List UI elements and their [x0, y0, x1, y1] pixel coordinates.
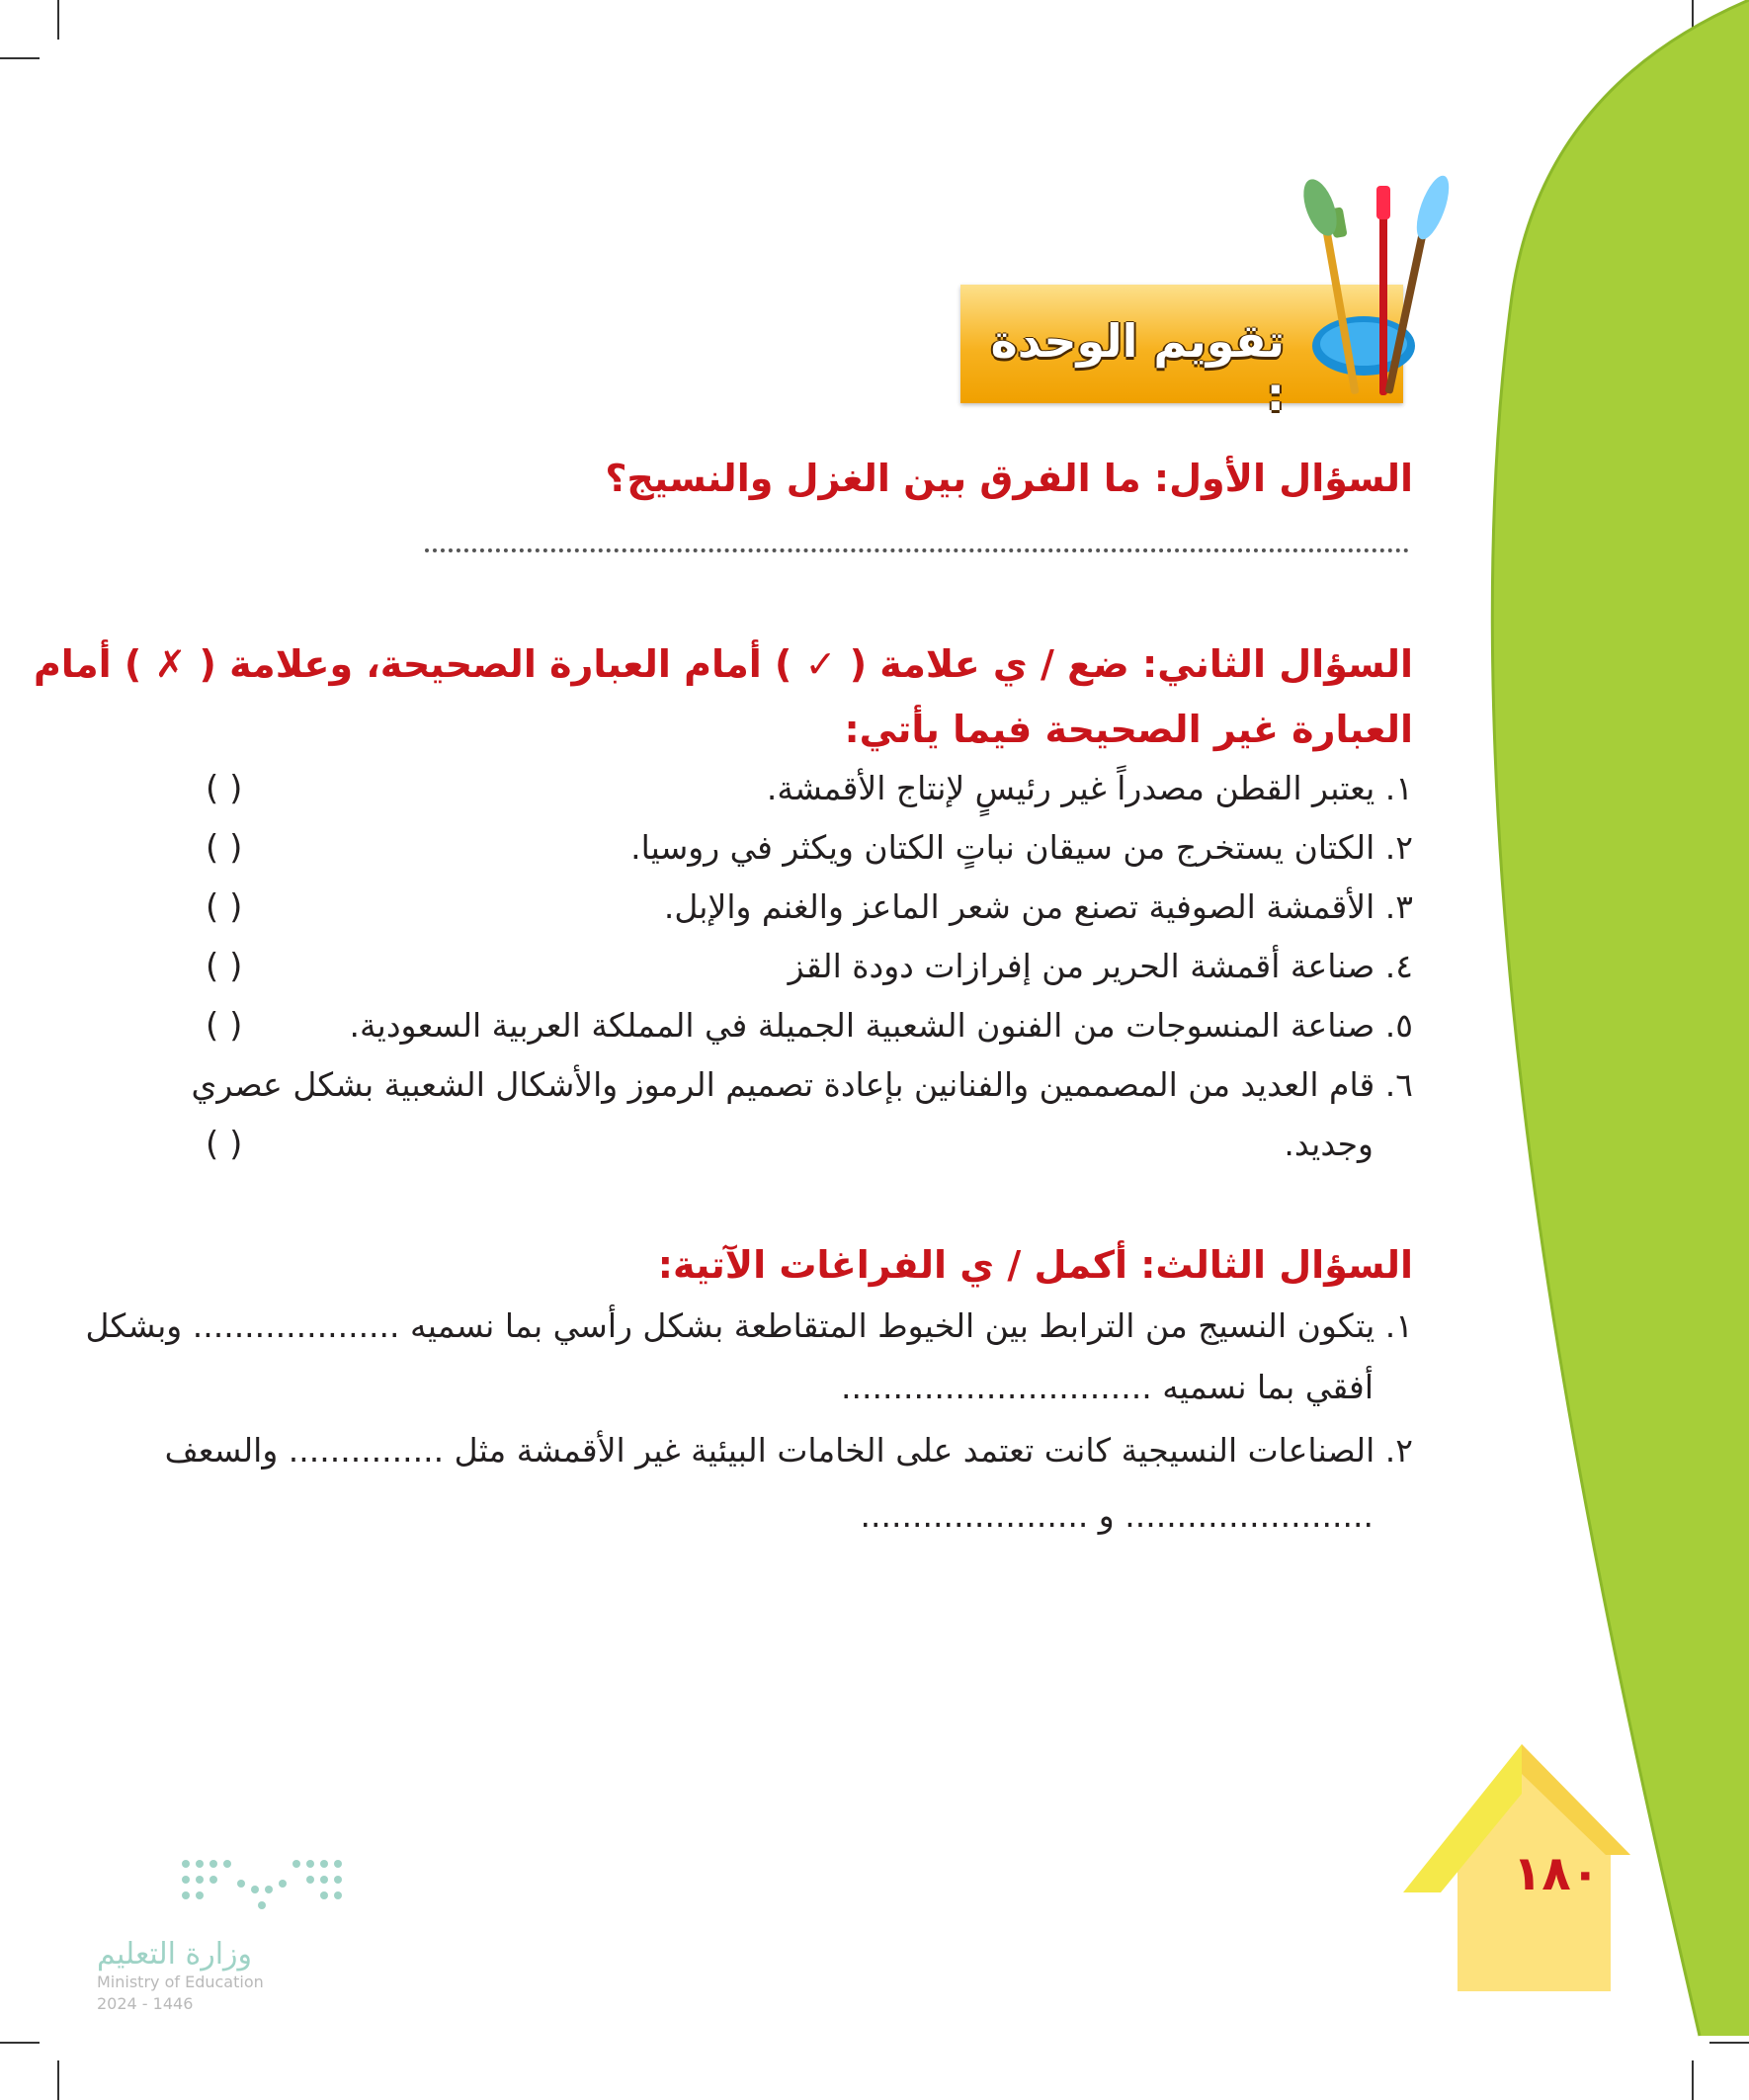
list-item: ٦. قام العديد من المصممين والفنانين بإعادة تصميم الرموز والأشكال الشعبية بشكل عصري: [191, 1065, 1413, 1104]
list-item: ٣. الأقمشة الصوفية تصنع من شعر الماعز والغنم والإبل.: [663, 887, 1413, 926]
fill-blank-item-cont: أفقي بما نسميه ..............................: [841, 1368, 1374, 1406]
crop-mark: [0, 2042, 40, 2044]
question-2-title: السؤال الثاني: ضع / ي علامة ( ✓ ) أمام العبارة الصحيحة، وعلامة ( ✗ ) أمام: [33, 642, 1413, 686]
answer-parentheses[interactable]: ( ): [206, 828, 243, 868]
fill-blank-item: ٢. الصناعات النسيجية كانت تعتمد على الخامات البيئية غير الأقمشة مثل ............... والسعف: [164, 1431, 1413, 1470]
list-item: ٢. الكتان يستخرج من سيقان نباتٍ الكتان ويكثر في روسيا.: [630, 828, 1413, 867]
ministry-logo-english: Ministry of Education: [97, 1973, 264, 1991]
crop-mark: [57, 2060, 59, 2100]
banner-title: تقويم الوحدة :: [990, 314, 1285, 421]
page-number: ١٨٠: [1513, 1846, 1600, 1901]
answer-parentheses[interactable]: ( ): [206, 769, 243, 808]
fill-blank-item-cont: ........................ و ......................: [860, 1496, 1374, 1535]
list-item-cont: وجديد.: [1284, 1125, 1374, 1163]
question-3-title: السؤال الثالث: أكمل / ي الفراغات الآتية:: [657, 1243, 1413, 1287]
answer-parentheses[interactable]: ( ): [206, 887, 243, 927]
list-item: ١. يعتبر القطن مصدراً غير رئيسٍ لإنتاج الأقمشة.: [766, 769, 1413, 807]
paint-brushes-icon: [1294, 168, 1453, 415]
answer-parentheses[interactable]: ( ): [206, 947, 243, 986]
answer-parentheses[interactable]: ( ): [206, 1125, 243, 1164]
fill-blank-item: ١. يتكون النسيج من الترابط بين الخيوط المتقاطعة بشكل رأسي بما نسميه .................... وبشكل: [85, 1306, 1413, 1345]
question-2-title-cont: العبارة غير الصحيحة فيما يأتي:: [844, 708, 1413, 751]
list-item: ٤. صناعة أقمشة الحرير من إفرازات دودة القز: [788, 947, 1413, 985]
ministry-logo-year: 2024 - 1446: [97, 1994, 194, 2013]
answer-line: [425, 548, 1409, 552]
answer-parentheses[interactable]: ( ): [206, 1006, 243, 1046]
crop-mark: [57, 0, 59, 40]
question-1-title: السؤال الأول: ما الفرق بين الغزل والنسيج؟: [605, 457, 1413, 500]
list-item: ٥. صناعة المنسوجات من الفنون الشعبية الجميلة في المملكة العربية السعودية.: [349, 1006, 1413, 1045]
ministry-logo-text: وزارة التعليم: [97, 1937, 253, 1972]
crop-mark: [0, 57, 40, 59]
ministry-logo-icon: [178, 1856, 356, 1915]
